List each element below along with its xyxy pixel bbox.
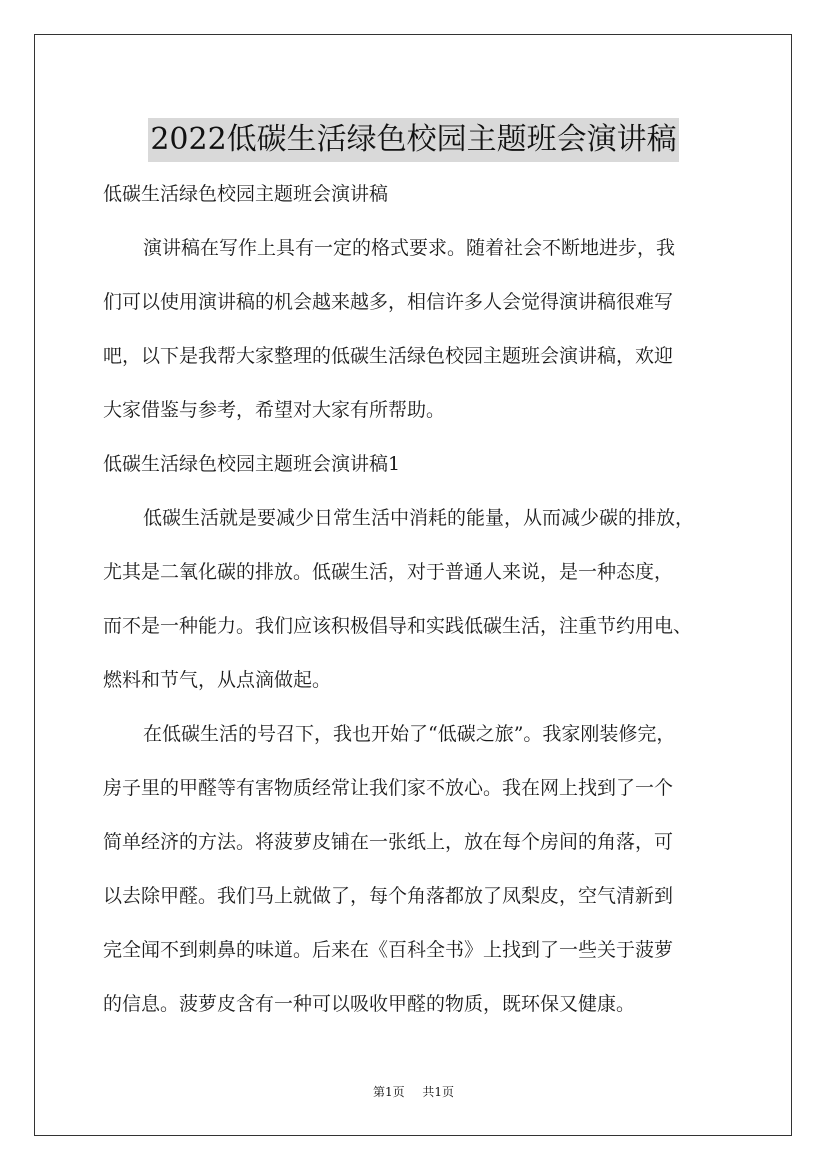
paragraph-line: 以去除甲醛。我们马上就做了，每个角落都放了凤梨皮，空气清新到: [103, 885, 674, 907]
paragraph-line: 尤其是二氧化碳的排放。低碳生活，对于普通人来说，是一种态度，: [103, 561, 674, 583]
intro-line: 们可以使用演讲稿的机会越来越多，相信许多人会觉得演讲稿很难写: [103, 291, 674, 313]
paragraph-line: 简单经济的方法。将菠萝皮铺在一张纸上，放在每个房间的角落，可: [103, 831, 674, 853]
document-subtitle: 低碳生活绿色校园主题班会演讲稿: [103, 183, 389, 205]
paragraph-line: 而不是一种能力。我们应该积极倡导和实践低碳生活，注重节约用电、: [103, 615, 693, 637]
paragraph-line: 低碳生活就是要减少日常生活中消耗的能量，从而减少碳的排放，: [143, 507, 695, 529]
section-heading: 低碳生活绿色校园主题班会演讲稿1: [103, 453, 401, 475]
page-number: 第1页: [372, 1085, 405, 1099]
page-total: 共1页: [422, 1085, 455, 1099]
page-footer: [0, 1083, 827, 1101]
paragraph-line: 完全闻不到刺鼻的味道。后来在《百科全书》上找到了一些关于菠萝: [103, 939, 674, 961]
title-block: [0, 98, 827, 182]
document-title: 2022低碳生活绿色校园主题班会演讲稿: [148, 118, 678, 162]
paragraph-line: 燃料和节气，从点滴做起。: [103, 669, 332, 691]
paragraph-line: 的信息。菠萝皮含有一种可以吸收甲醛的物质，既环保又健康。: [103, 993, 636, 1015]
intro-line: 演讲稿在写作上具有一定的格式要求。随着社会不断地进步，我: [143, 237, 676, 259]
intro-line: 大家借鉴与参考，希望对大家有所帮助。: [103, 399, 446, 421]
paragraph-line: 在低碳生活的号召下，我也开始了“低碳之旅”。我家刚装修完，: [143, 723, 676, 745]
paragraph-line: 房子里的甲醛等有害物质经常让我们家不放心。我在网上找到了一个: [103, 777, 674, 799]
intro-line: 吧，以下是我帮大家整理的低碳生活绿色校园主题班会演讲稿，欢迎: [103, 345, 674, 367]
